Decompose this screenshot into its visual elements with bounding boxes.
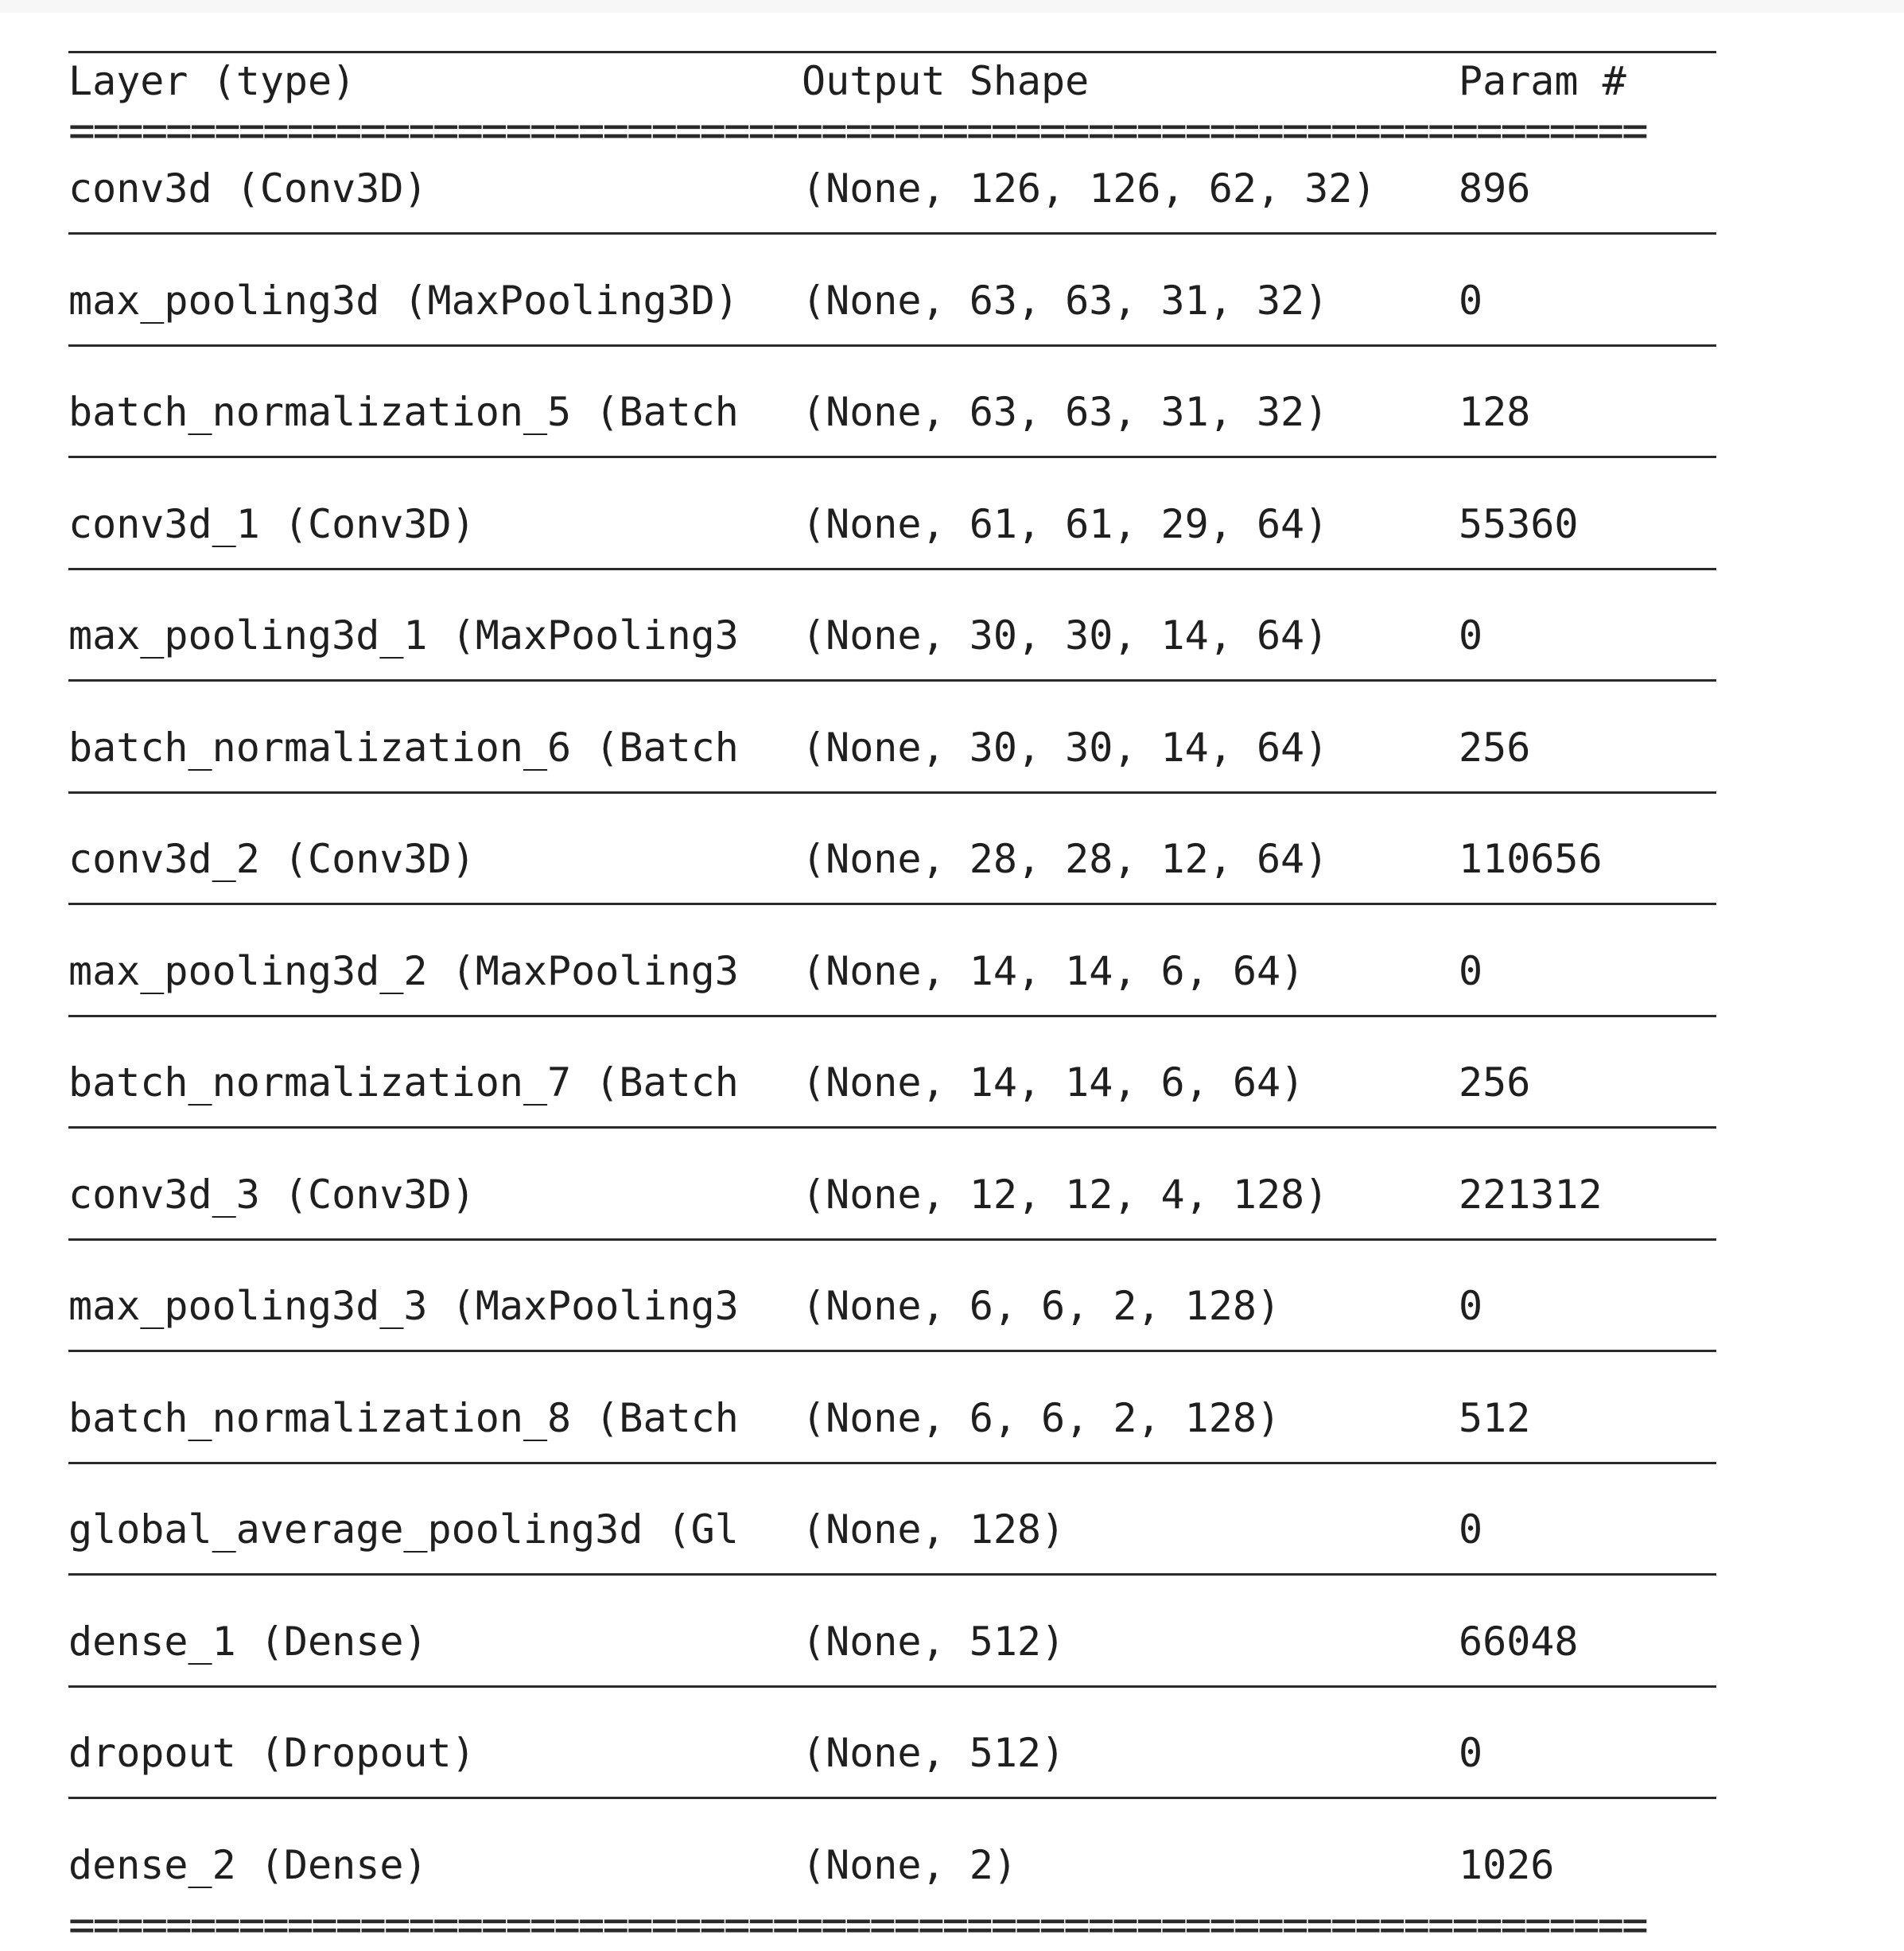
param-count-cell: 256	[1459, 1059, 1531, 1106]
output-shape-cell: (None, 30, 30, 14, 64)	[802, 724, 1329, 771]
param-count-cell: 110656	[1459, 836, 1603, 882]
table-row	[68, 915, 1716, 1027]
table-row	[68, 1474, 1716, 1585]
header-param-count: Param #	[1459, 58, 1626, 104]
table-row	[68, 692, 1716, 803]
output-shape-cell: (None, 14, 14, 6, 64)	[802, 947, 1305, 994]
param-count-cell: 512	[1459, 1394, 1531, 1441]
output-shape-cell: (None, 512)	[802, 1618, 1066, 1665]
output-shape-cell: (None, 14, 14, 6, 64)	[802, 1059, 1305, 1106]
row-separator	[68, 1350, 1716, 1352]
row-separator	[68, 679, 1716, 682]
layer-name-cell: conv3d_3 (Conv3D)	[68, 1171, 476, 1218]
header-double-rule: =================================================================	[68, 105, 1646, 157]
layer-name-cell: conv3d_1 (Conv3D)	[68, 500, 476, 547]
param-count-cell: 128	[1459, 389, 1531, 435]
row-separator	[68, 903, 1716, 905]
row-separator	[68, 791, 1716, 794]
row-separator	[68, 232, 1716, 235]
layer-name-cell: batch_normalization_6 (Batch	[68, 724, 739, 771]
table-row	[68, 133, 1716, 244]
param-count-cell: 0	[1459, 1283, 1483, 1329]
table-row	[68, 468, 1716, 580]
output-shape-cell: (None, 128)	[802, 1506, 1066, 1553]
table-row	[68, 1027, 1716, 1138]
layer-name-cell: max_pooling3d_2 (MaxPooling3	[68, 947, 739, 994]
table-row	[68, 1697, 1716, 1809]
header-layer-type: Layer (type)	[68, 58, 356, 104]
layer-name-cell: conv3d (Conv3D)	[68, 165, 428, 212]
param-count-cell: 0	[1459, 1506, 1483, 1553]
layer-name-cell: max_pooling3d_1 (MaxPooling3	[68, 612, 739, 659]
output-shape-cell: (None, 30, 30, 14, 64)	[802, 612, 1329, 659]
output-shape-cell: (None, 63, 63, 31, 32)	[802, 389, 1329, 435]
param-count-cell: 0	[1459, 612, 1483, 659]
output-shape-cell: (None, 61, 61, 29, 64)	[802, 500, 1329, 547]
param-count-cell: 0	[1459, 277, 1483, 324]
window-top-strip	[0, 0, 1904, 13]
output-shape-cell: (None, 6, 6, 2, 128)	[802, 1283, 1281, 1329]
row-separator	[68, 1797, 1716, 1799]
row-separator	[68, 1573, 1716, 1576]
layer-name-cell: dropout (Dropout)	[68, 1730, 476, 1776]
output-shape-cell: (None, 63, 63, 31, 32)	[802, 277, 1329, 324]
output-shape-cell: (None, 2)	[802, 1841, 1017, 1888]
row-separator	[68, 1462, 1716, 1464]
header-output-shape: Output Shape	[802, 58, 1090, 104]
param-count-cell: 66048	[1459, 1618, 1579, 1665]
param-count-cell: 0	[1459, 947, 1483, 994]
layer-name-cell: conv3d_2 (Conv3D)	[68, 836, 476, 882]
output-shape-cell: (None, 28, 28, 12, 64)	[802, 836, 1329, 882]
table-row	[68, 1586, 1716, 1697]
output-shape-cell: (None, 6, 6, 2, 128)	[802, 1394, 1281, 1441]
row-separator	[68, 1126, 1716, 1129]
row-separator	[68, 1685, 1716, 1688]
layer-name-cell: batch_normalization_7 (Batch	[68, 1059, 739, 1106]
layer-name-cell: max_pooling3d_3 (MaxPooling3	[68, 1283, 739, 1329]
layer-name-cell: dense_1 (Dense)	[68, 1618, 428, 1665]
table-row	[68, 245, 1716, 356]
row-separator	[68, 456, 1716, 458]
table-row	[68, 356, 1716, 468]
table-row	[68, 1250, 1716, 1362]
layer-name-cell: batch_normalization_5 (Batch	[68, 389, 739, 435]
param-count-cell: 1026	[1459, 1841, 1555, 1888]
layer-name-cell: batch_normalization_8 (Batch	[68, 1394, 739, 1441]
param-count-cell: 0	[1459, 1730, 1483, 1776]
table-row	[68, 1362, 1716, 1474]
output-shape-cell: (None, 126, 126, 62, 32)	[802, 165, 1377, 212]
output-shape-cell: (None, 512)	[802, 1730, 1066, 1776]
table-row	[68, 803, 1716, 915]
param-count-cell: 256	[1459, 724, 1531, 771]
row-separator	[68, 344, 1716, 347]
row-separator	[68, 1238, 1716, 1241]
param-count-cell: 896	[1459, 165, 1531, 212]
layer-name-cell: dense_2 (Dense)	[68, 1841, 428, 1888]
param-count-cell: 221312	[1459, 1171, 1603, 1218]
table-row	[68, 580, 1716, 691]
output-shape-cell: (None, 12, 12, 4, 128)	[802, 1171, 1329, 1218]
param-count-cell: 55360	[1459, 500, 1579, 547]
row-separator	[68, 1015, 1716, 1017]
footer-double-rule: =================================================================	[68, 1899, 1646, 1951]
layer-name-cell: global_average_pooling3d (Gl	[68, 1506, 739, 1553]
table-row	[68, 1139, 1716, 1250]
layer-name-cell: max_pooling3d (MaxPooling3D)	[68, 277, 739, 324]
row-separator	[68, 568, 1716, 570]
